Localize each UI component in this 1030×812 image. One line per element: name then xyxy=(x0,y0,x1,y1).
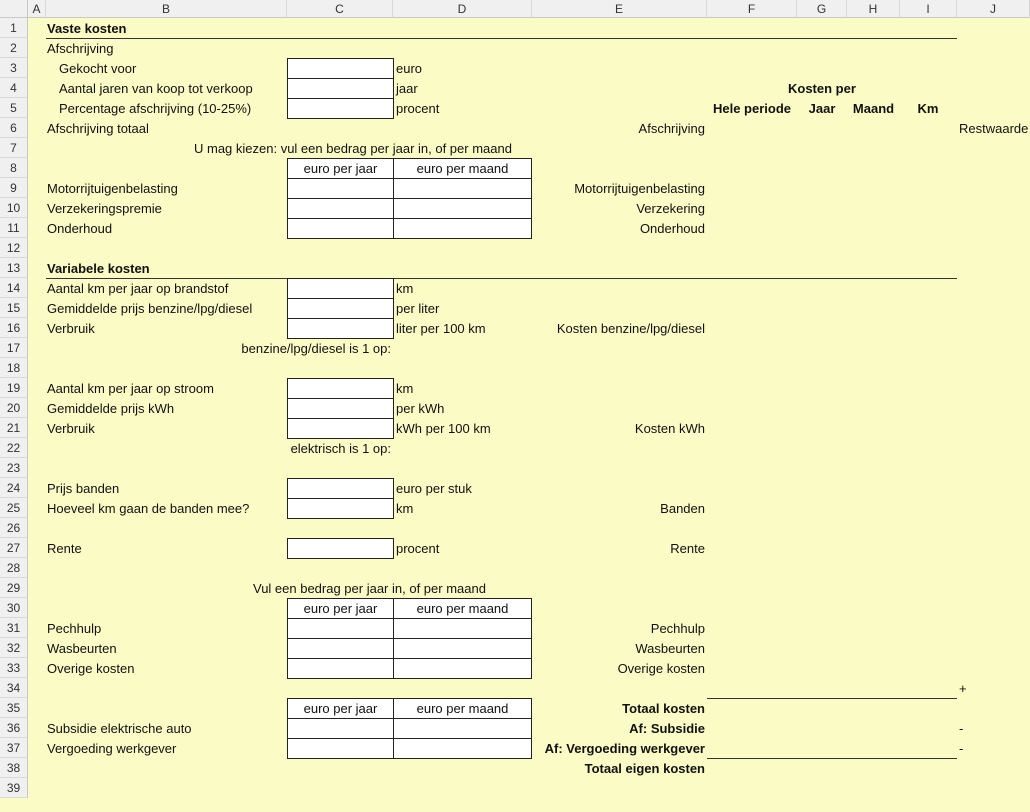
kosten-brandstof-result-label: Kosten benzine/lpg/diesel xyxy=(556,321,705,336)
row-header[interactable]: 17 xyxy=(0,338,28,358)
wasbeurten-result-label: Wasbeurten xyxy=(635,641,705,656)
row-header[interactable]: 19 xyxy=(0,378,28,398)
verzekeringspremie-label: Verzekeringspremie xyxy=(47,201,162,216)
row-header[interactable]: 28 xyxy=(0,558,28,578)
row-header[interactable]: 25 xyxy=(0,498,28,518)
banden-km-label: Hoeveel km gaan de banden mee? xyxy=(47,501,250,516)
row-header[interactable]: 2 xyxy=(0,38,28,58)
row-header[interactable]: 7 xyxy=(0,138,28,158)
row-header[interactable]: 27 xyxy=(0,538,28,558)
onderhoud-maand-input[interactable] xyxy=(393,218,532,239)
euro-per-maand-header-2: euro per maand xyxy=(393,598,532,619)
row-header[interactable]: 24 xyxy=(0,478,28,498)
column-header[interactable]: H xyxy=(847,0,900,18)
row-header[interactable]: 39 xyxy=(0,778,28,798)
sum-line xyxy=(707,698,957,699)
prijs-brandstof-input[interactable] xyxy=(287,298,394,319)
unit-euro-per-stuk: euro per stuk xyxy=(396,481,472,496)
row-header[interactable]: 22 xyxy=(0,438,28,458)
row-header[interactable]: 20 xyxy=(0,398,28,418)
unit-liter-per-100km: liter per 100 km xyxy=(396,321,486,336)
row-header[interactable]: 37 xyxy=(0,738,28,758)
subsidie-jaar-input[interactable] xyxy=(287,718,394,739)
rente-label: Rente xyxy=(47,541,82,556)
unit-euro: euro xyxy=(396,61,423,76)
pechhulp-maand-input[interactable] xyxy=(393,618,532,639)
row-header[interactable]: 23 xyxy=(0,458,28,478)
variabele-kosten-title: Variabele kosten xyxy=(47,261,150,276)
percentage-input[interactable] xyxy=(287,98,394,119)
km-brandstof-label: Aantal km per jaar op brandstof xyxy=(47,281,229,296)
euro-per-jaar-header-1: euro per jaar xyxy=(287,158,394,179)
overige-jaar-input[interactable] xyxy=(287,658,394,679)
prijs-banden-label: Prijs banden xyxy=(47,481,120,496)
euro-per-maand-header-1: euro per maand xyxy=(393,158,532,179)
euro-per-jaar-header-3: euro per jaar xyxy=(287,698,394,719)
row-header[interactable]: 10 xyxy=(0,198,28,218)
euro-per-jaar-header-2: euro per jaar xyxy=(287,598,394,619)
verzekering-jaar-input[interactable] xyxy=(287,198,394,219)
onderhoud-jaar-input[interactable] xyxy=(287,218,394,239)
aantal-jaren-input[interactable] xyxy=(287,78,394,99)
plus-sign: + xyxy=(959,681,967,696)
motorrijtuigenbelasting-maand-input[interactable] xyxy=(393,178,532,199)
wasbeurten-jaar-input[interactable] xyxy=(287,638,394,659)
unit-jaar: jaar xyxy=(396,81,418,96)
verbruik-kwh-input[interactable] xyxy=(287,418,394,439)
verzekering-maand-input[interactable] xyxy=(393,198,532,219)
pechhulp-result-label: Pechhulp xyxy=(650,621,705,636)
overige-kosten-label: Overige kosten xyxy=(47,661,135,676)
row-header[interactable]: 31 xyxy=(0,618,28,638)
select-all-corner[interactable] xyxy=(0,0,28,18)
kosten-kwh-result-label: Kosten kWh xyxy=(634,421,705,436)
column-header[interactable]: B xyxy=(46,0,287,18)
row-header[interactable]: 38 xyxy=(0,758,28,778)
verbruik-kwh-label: Verbruik xyxy=(47,421,95,436)
row-header[interactable]: 5 xyxy=(0,98,28,118)
row-header[interactable]: 26 xyxy=(0,518,28,538)
wasbeurten-maand-input[interactable] xyxy=(393,638,532,659)
af-subsidie-label: Af: Subsidie xyxy=(629,721,705,736)
row-header[interactable]: 12 xyxy=(0,238,28,258)
pechhulp-jaar-input[interactable] xyxy=(287,618,394,639)
motorrijtuigenbelasting-jaar-input[interactable] xyxy=(287,178,394,199)
overige-maand-input[interactable] xyxy=(393,658,532,679)
column-header[interactable]: J xyxy=(957,0,1030,18)
row-header[interactable]: 11 xyxy=(0,218,28,238)
totaal-eigen-kosten-label: Totaal eigen kosten xyxy=(584,761,705,776)
column-header[interactable]: I xyxy=(900,0,957,18)
row-header[interactable]: 33 xyxy=(0,658,28,678)
wasbeurten-label: Wasbeurten xyxy=(47,641,117,656)
sum-line xyxy=(707,758,957,759)
row-header[interactable]: 36 xyxy=(0,718,28,738)
km-header: Km xyxy=(917,101,939,116)
overige-result-label: Overige kosten xyxy=(617,661,705,676)
restwaarde-label: Restwaarde xyxy=(959,121,1029,136)
onderhoud-result-label: Onderhoud xyxy=(639,221,705,236)
row-header[interactable]: 13 xyxy=(0,258,28,278)
maand-header: Maand xyxy=(852,101,895,116)
row-header[interactable]: 9 xyxy=(0,178,28,198)
km-brandstof-input[interactable] xyxy=(287,278,394,299)
column-header[interactable]: D xyxy=(393,0,532,18)
banden-km-input[interactable] xyxy=(287,498,394,519)
row-header[interactable]: 14 xyxy=(0,278,28,298)
afschrijving-result-label: Afschrijving xyxy=(638,121,705,136)
unit-km: km xyxy=(396,381,414,396)
rente-result-label: Rente xyxy=(670,541,705,556)
row-header[interactable]: 6 xyxy=(0,118,28,138)
elektrisch-1-op-label: elektrisch is 1 op: xyxy=(290,441,391,456)
vergoeding-jaar-input[interactable] xyxy=(287,738,394,759)
gekocht-voor-label: Gekocht voor xyxy=(59,61,137,76)
column-header[interactable]: A xyxy=(28,0,46,18)
column-header[interactable]: F xyxy=(707,0,797,18)
brandstof-1-op-label: benzine/lpg/diesel is 1 op: xyxy=(241,341,391,356)
hele-periode-header: Hele periode xyxy=(712,101,792,116)
row-header[interactable]: 1 xyxy=(0,18,28,38)
prijs-kwh-input[interactable] xyxy=(287,398,394,419)
row-header[interactable]: 29 xyxy=(0,578,28,598)
column-header[interactable]: E xyxy=(532,0,707,18)
onderhoud-label: Onderhoud xyxy=(47,221,113,236)
unit-km: km xyxy=(396,281,414,296)
vul-instruction: Vul een bedrag per jaar in, of per maand xyxy=(253,581,486,596)
row-header[interactable]: 8 xyxy=(0,158,28,178)
row-header[interactable]: 34 xyxy=(0,678,28,698)
vergoeding-maand-input[interactable] xyxy=(393,738,532,759)
euro-per-maand-header-3: euro per maand xyxy=(393,698,532,719)
rente-input[interactable] xyxy=(287,538,394,559)
unit-per-liter: per liter xyxy=(396,301,440,316)
prijs-banden-input[interactable] xyxy=(287,478,394,499)
minus-sign: - xyxy=(959,741,964,756)
km-stroom-input[interactable] xyxy=(287,378,394,399)
row-header[interactable]: 35 xyxy=(0,698,28,718)
af-vergoeding-label: Af: Vergoeding werkgever xyxy=(544,741,705,756)
kosten-per-heading: Kosten per xyxy=(788,81,856,96)
unit-km: km xyxy=(396,501,414,516)
km-stroom-label: Aantal km per jaar op stroom xyxy=(47,381,214,396)
row-header[interactable]: 18 xyxy=(0,358,28,378)
row-header[interactable]: 15 xyxy=(0,298,28,318)
banden-result-label: Banden xyxy=(660,501,705,516)
unit-procent: procent xyxy=(396,101,440,116)
prijs-brandstof-label: Gemiddelde prijs benzine/lpg/diesel xyxy=(47,301,253,316)
vergoeding-label: Vergoeding werkgever xyxy=(47,741,177,756)
pechhulp-label: Pechhulp xyxy=(47,621,102,636)
verbruik-brandstof-input[interactable] xyxy=(287,318,394,339)
column-header[interactable]: G xyxy=(797,0,847,18)
afschrijving-heading: Afschrijving xyxy=(47,41,114,56)
minus-sign: - xyxy=(959,721,964,736)
row-header[interactable]: 16 xyxy=(0,318,28,338)
unit-per-kwh: per kWh xyxy=(396,401,445,416)
row-header[interactable]: 32 xyxy=(0,638,28,658)
aantal-jaren-label: Aantal jaren van koop tot verkoop xyxy=(59,81,253,96)
afschrijving-totaal-label: Afschrijving totaal xyxy=(47,121,149,136)
row-header[interactable]: 4 xyxy=(0,78,28,98)
section-divider xyxy=(46,38,957,39)
unit-kwh-per-100km: kWh per 100 km xyxy=(396,421,491,436)
row-header[interactable]: 3 xyxy=(0,58,28,78)
column-header[interactable]: C xyxy=(287,0,393,18)
vaste-kosten-title: Vaste kosten xyxy=(47,21,127,36)
unit-procent: procent xyxy=(396,541,440,556)
motorrijtuigenbelasting-result-label: Motorrijtuigenbelasting xyxy=(574,181,705,196)
jaar-header: Jaar xyxy=(808,101,836,116)
prijs-kwh-label: Gemiddelde prijs kWh xyxy=(47,401,175,416)
verzekering-result-label: Verzekering xyxy=(636,201,705,216)
verbruik-brandstof-label: Verbruik xyxy=(47,321,95,336)
motorrijtuigenbelasting-label: Motorrijtuigenbelasting xyxy=(47,181,178,196)
subsidie-ev-label: Subsidie elektrische auto xyxy=(47,721,192,736)
gekocht-voor-input[interactable] xyxy=(287,58,394,79)
subsidie-maand-input[interactable] xyxy=(393,718,532,739)
row-header[interactable]: 30 xyxy=(0,598,28,618)
kiezen-instruction: U mag kiezen: vul een bedrag per jaar in, of per maand xyxy=(194,141,512,156)
percentage-label: Percentage afschrijving (10-25%) xyxy=(59,101,252,116)
row-header[interactable]: 21 xyxy=(0,418,28,438)
totaal-kosten-label: Totaal kosten xyxy=(622,701,705,716)
